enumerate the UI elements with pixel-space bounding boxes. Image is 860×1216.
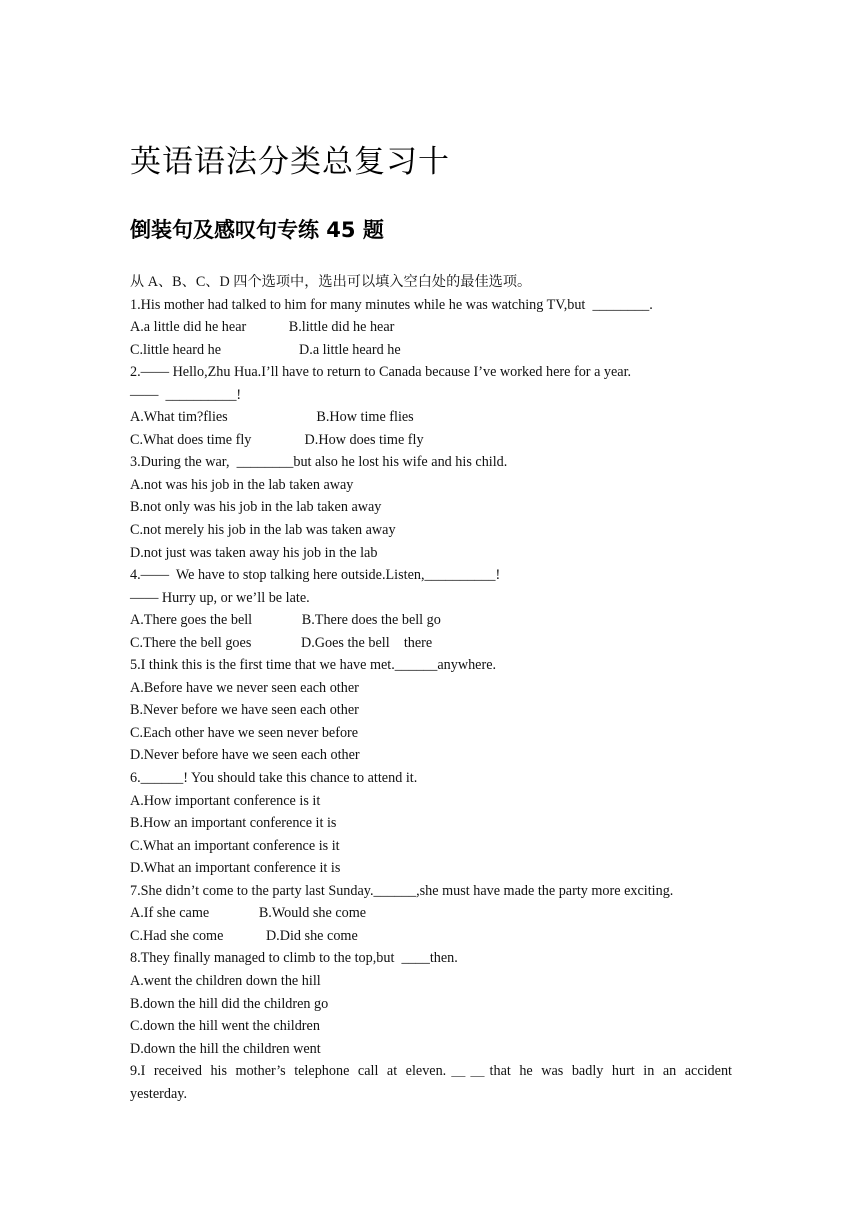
question-5: 5.I think this is the first time that we have met.______anywhere.	[130, 657, 497, 674]
question-1: 1.His mother had talked to him for many minutes while he was watching TV,but ________.	[130, 296, 653, 313]
question-8: 8.They finally managed to climb to the top,but ____then.	[130, 950, 458, 967]
question-1-options-cd: C.little heard he D.a little heard he	[130, 341, 401, 358]
question-5-option-d: D.Never before have we seen each other	[130, 747, 360, 764]
question-7-options-ab: A.If she came B.Would she come	[130, 905, 367, 922]
question-6-option-d: D.What an important conference it is	[130, 860, 341, 877]
question-1-options-ab: A.a little did he hear B.little did he hear	[130, 319, 395, 336]
question-3-option-c: C.not merely his job in the lab was taken away	[130, 522, 396, 539]
question-8-option-c: C.down the hill went the children	[130, 1018, 320, 1035]
question-2-options-cd: C.What does time fly D.How does time fly	[130, 431, 424, 448]
question-8-option-b: B.down the hill did the children go	[130, 995, 329, 1012]
question-3: 3.During the war, ________but also he lost his wife and his child.	[130, 454, 508, 471]
instructions-text: 从 A、B、C、D 四个选项中，选出可以填入空白处的最佳选项。	[130, 274, 532, 290]
document-subtitle: 倒装句及感叹句专练 45 题	[130, 218, 384, 242]
question-7: 7.She didn’t come to the party last Sunday.______,she must have made the party more exciting.	[130, 882, 674, 899]
question-5-option-c: C.Each other have we seen never before	[130, 724, 359, 741]
question-9-part2: yesterday.	[130, 1085, 187, 1102]
question-3-option-b: B.not only was his job in the lab taken away	[130, 499, 382, 516]
question-6-option-a: A.How important conference is it	[130, 792, 321, 809]
question-2-options-ab: A.What tim?flies B.How time flies	[130, 409, 414, 426]
question-4-reply: —— Hurry up, or we’ll be late.	[130, 589, 310, 606]
question-4-options-cd: C.There the bell goes D.Goes the bell there	[130, 634, 433, 651]
question-4-options-ab: A.There goes the bell B.There does the bell go	[130, 612, 441, 629]
question-3-option-a: A.not was his job in the lab taken away	[130, 476, 354, 493]
question-9-part1: 9.I received his mother’s telephone call at eleven.＿＿that he was badly hurt in an accident	[130, 1063, 732, 1080]
question-6-option-c: C.What an important conference is it	[130, 837, 340, 854]
question-4: 4.—— We have to stop talking here outside.Listen,__________!	[130, 567, 501, 584]
question-5-option-b: B.Never before we have seen each other	[130, 702, 359, 719]
exercise-body	[130, 271, 732, 1105]
question-6-option-b: B.How an important conference it is	[130, 815, 337, 832]
question-6: 6.______! You should take this chance to attend it.	[130, 770, 418, 787]
question-2: 2.—— Hello,Zhu Hua.I’ll have to return to Canada because I’ve worked here for a year.	[130, 364, 632, 381]
document-title: 英语语法分类总复习十	[130, 144, 450, 180]
question-2-reply: —— __________!	[130, 386, 242, 403]
question-7-options-cd: C.Had she come D.Did she come	[130, 927, 358, 944]
question-5-option-a: A.Before have we never seen each other	[130, 679, 359, 696]
question-3-option-d: D.not just was taken away his job in the lab	[130, 544, 378, 561]
question-8-option-a: A.went the children down the hill	[130, 972, 321, 989]
question-8-option-d: D.down the hill the children went	[130, 1040, 321, 1057]
